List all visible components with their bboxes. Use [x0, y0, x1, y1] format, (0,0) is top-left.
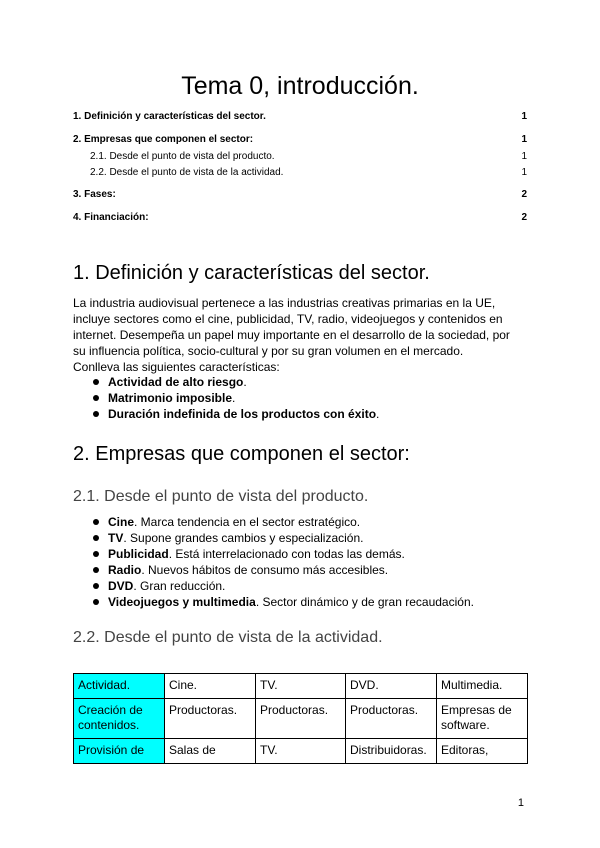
toc-entry[interactable] [73, 188, 527, 202]
section1-bullet-list [108, 374, 379, 422]
toc-entry[interactable] [73, 150, 527, 164]
toc-entry-page: 1 [521, 167, 527, 178]
document-title: Tema 0, introducción. [181, 72, 419, 100]
table-cell: Actividad. [74, 674, 165, 699]
bullet-text: . Está interrelacionado con todas las demás. [168, 547, 405, 561]
toc-entry-text: 4. Financiación: [73, 212, 149, 223]
table-cell: Productoras. [165, 699, 256, 739]
list-item [108, 562, 474, 578]
section2-1-heading: 2.1. Desde el punto de vista del producto. [73, 488, 369, 505]
table-cell: Productoras. [346, 699, 437, 739]
list-item [108, 578, 474, 594]
toc-entry-text: 3. Fases: [73, 189, 116, 200]
bullet-text: . Nuevos hábitos de consumo más accesibles. [141, 563, 389, 577]
table-cell: Distribuidoras. [346, 739, 437, 764]
table-cell: Empresas de software. [437, 699, 528, 739]
list-item [108, 514, 474, 530]
list-item [108, 530, 474, 546]
table-cell: Provisión de [74, 739, 165, 764]
table-row [74, 739, 528, 764]
bullet-bold: TV [108, 531, 124, 545]
bullet-bold: Duración indefinida de los productos con éxito [108, 407, 377, 421]
toc-entry-text: 2. Empresas que componen el sector: [73, 134, 254, 145]
toc-entry-page: 1 [521, 151, 527, 162]
table-cell: Cine. [165, 674, 256, 699]
bullet-bold: DVD [108, 579, 134, 593]
paragraph-line: incluye sectores como el cine, publicidad, TV, radio, videojuegos y contenidos en [73, 312, 503, 326]
bullet-text: . Marca tendencia en el sector estratégico. [134, 515, 361, 529]
bullet-bold: Videojuegos y multimedia [108, 595, 256, 609]
toc-entry[interactable] [73, 110, 527, 124]
toc-entry[interactable] [73, 211, 527, 225]
table-cell: Creación de contenidos. [74, 699, 165, 739]
activity-table [73, 673, 528, 764]
bullet-bold: Cine [108, 515, 135, 529]
bullet-text: . [232, 391, 236, 405]
section1-heading: 1. Definición y características del sector. [73, 262, 430, 284]
bullet-text: . [243, 375, 247, 389]
bullet-text: . [376, 407, 380, 421]
table-cell: Editoras, [437, 739, 528, 764]
table-cell: TV. [256, 739, 346, 764]
toc-entry-page: 1 [521, 111, 527, 122]
section1-paragraph [73, 295, 533, 375]
list-item [108, 594, 474, 610]
table-row [74, 674, 528, 699]
toc-entry[interactable] [73, 133, 527, 147]
bullet-text: . Gran reducción. [133, 579, 226, 593]
section2-2-heading: 2.2. Desde el punto de vista de la actividad. [73, 629, 383, 646]
section2-heading: 2. Empresas que componen el sector: [73, 443, 410, 465]
list-item [108, 390, 379, 406]
bullet-text: . Supone grandes cambios y especialización. [123, 531, 364, 545]
section2-1-bullet-list [108, 514, 474, 610]
list-item [108, 546, 474, 562]
paragraph-line: La industria audiovisual pertenece a las industrias creativas primarias en la UE, [73, 296, 496, 310]
page-number: 1 [517, 797, 524, 809]
paragraph-line: su influencia política, socio-cultural y por su gran volumen en el mercado. [73, 344, 464, 358]
bullet-bold: Publicidad [108, 547, 169, 561]
toc-entry-page: 2 [521, 212, 527, 223]
list-item [108, 374, 379, 390]
table-cell: Productoras. [256, 699, 346, 739]
paragraph-line: internet. Desempeña un papel muy importante en el desarrollo de la sociedad, por [73, 328, 510, 342]
bullet-bold: Matrimonio imposible [108, 391, 233, 405]
list-item [108, 406, 379, 422]
table-cell: Salas de [165, 739, 256, 764]
toc-entry-text: 2.1. Desde el punto de vista del producto. [90, 151, 275, 162]
table-row [74, 699, 528, 739]
toc-entry-page: 1 [521, 134, 527, 145]
bullet-text: . Sector dinámico y de gran recaudación. [255, 595, 474, 609]
toc-entry-page: 2 [521, 189, 527, 200]
toc-entry-text: 1. Definición y características del sector. [73, 111, 266, 122]
toc-entry[interactable] [73, 166, 527, 180]
toc-entry-text: 2.2. Desde el punto de vista de la actividad. [90, 167, 284, 178]
table-cell: DVD. [346, 674, 437, 699]
table-cell: TV. [256, 674, 346, 699]
bullet-bold: Radio [108, 563, 142, 577]
paragraph-line: Conlleva las siguientes características: [73, 360, 280, 374]
table-cell: Multimedia. [437, 674, 528, 699]
bullet-bold: Actividad de alto riesgo [108, 375, 244, 389]
